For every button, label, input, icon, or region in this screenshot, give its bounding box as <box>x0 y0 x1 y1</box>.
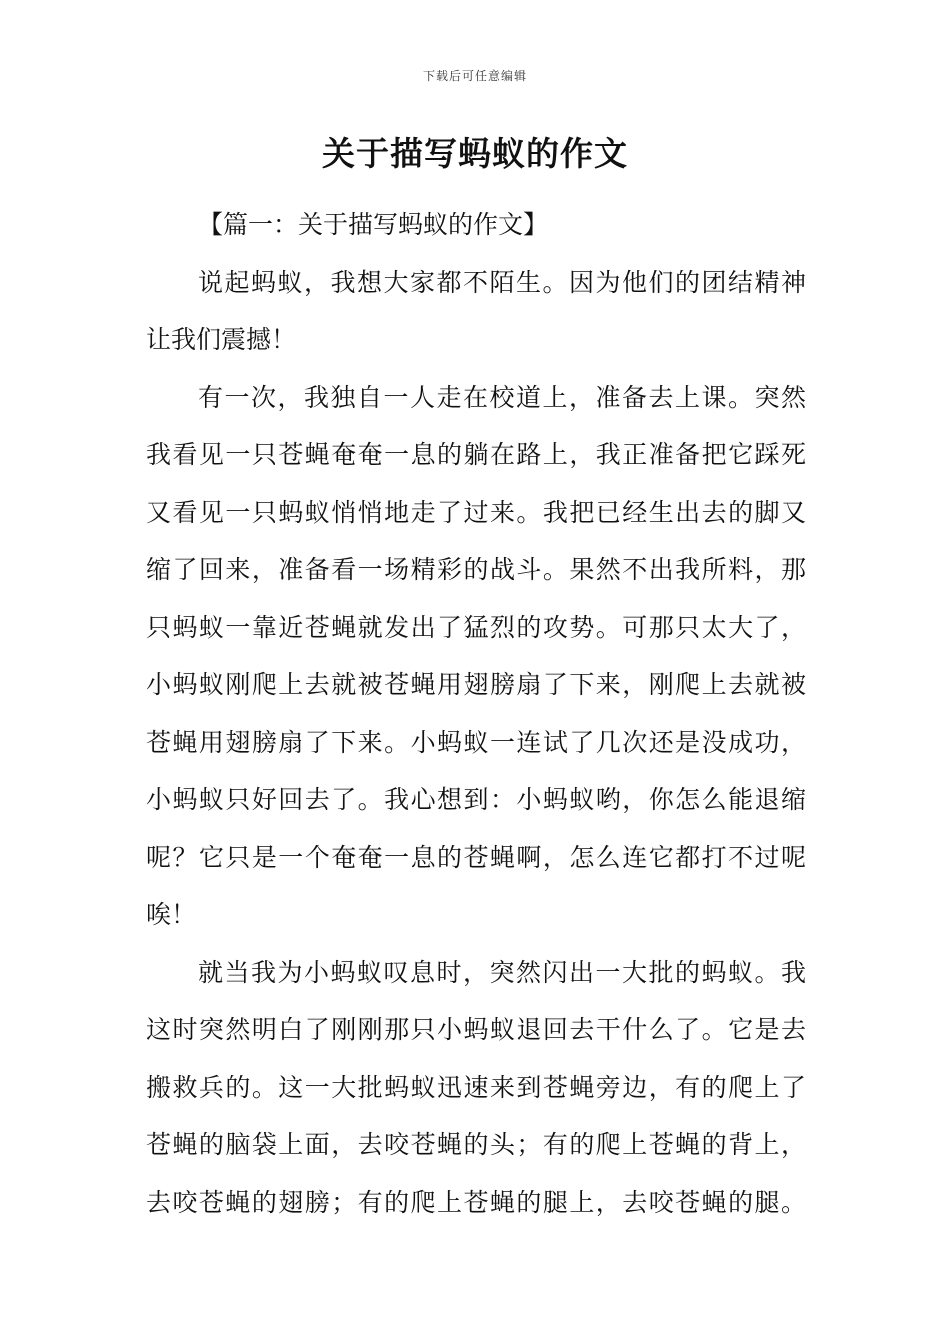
essay-line: 这时突然明白了刚刚那只小蚂蚁退回去干什么了。它是去 <box>146 1015 806 1044</box>
essay-line: 我看见一只苍蝇奄奄一息的躺在路上，我正准备把它踩死 <box>146 440 806 469</box>
essay-line: 去咬苍蝇的翅膀；有的爬上苍蝇的腿上，去咬苍蝇的腿。 <box>146 1187 806 1217</box>
essay-line: 【篇一：关于描写蚂蚁的作文】 <box>198 210 549 239</box>
essay-body <box>146 196 806 1231</box>
essay-line: 又看见一只蚂蚁悄悄地走了过来。我把已经生出去的脚又 <box>146 497 806 527</box>
essay-line: 小蚂蚁刚爬上去就被苍蝇用翅膀扇了下来，刚爬上去就被 <box>146 670 806 699</box>
essay-line: 苍蝇用翅膀扇了下来。小蚂蚁一连试了几次还是没成功， <box>146 727 806 757</box>
essay-line: 呢？它只是一个奄奄一息的苍蝇啊，怎么连它都打不过呢 <box>146 842 806 872</box>
essay-line: 苍蝇的脑袋上面，去咬苍蝇的头；有的爬上苍蝇的背上， <box>146 1130 806 1159</box>
essay-line: 让我们震撼！ <box>146 325 297 354</box>
essay-line: 只蚂蚁一靠近苍蝇就发出了猛烈的攻势。可那只太大了， <box>146 612 806 642</box>
essay-line: 搬救兵的。这一大批蚂蚁迅速来到苍蝇旁边，有的爬上了 <box>146 1072 806 1102</box>
essay-line: 缩了回来，准备看一场精彩的战斗。果然不出我所料，那 <box>146 555 806 584</box>
essay-line: 就当我为小蚂蚁叹息时，突然闪出一大批的蚂蚁。我 <box>198 957 806 987</box>
header-note: 下载后可任意编辑 <box>422 69 527 83</box>
essay-line: 小蚂蚁只好回去了。我心想到：小蚂蚁哟，你怎么能退缩 <box>146 785 806 814</box>
essay-line: 唉！ <box>146 900 197 929</box>
page-title: 关于描写蚂蚁的作文 <box>322 134 628 173</box>
essay-line: 说起蚂蚁，我想大家都不陌生。因为他们的团结精神 <box>198 267 806 297</box>
essay-line: 有一次，我独自一人走在校道上，准备去上课。突然 <box>198 382 806 412</box>
